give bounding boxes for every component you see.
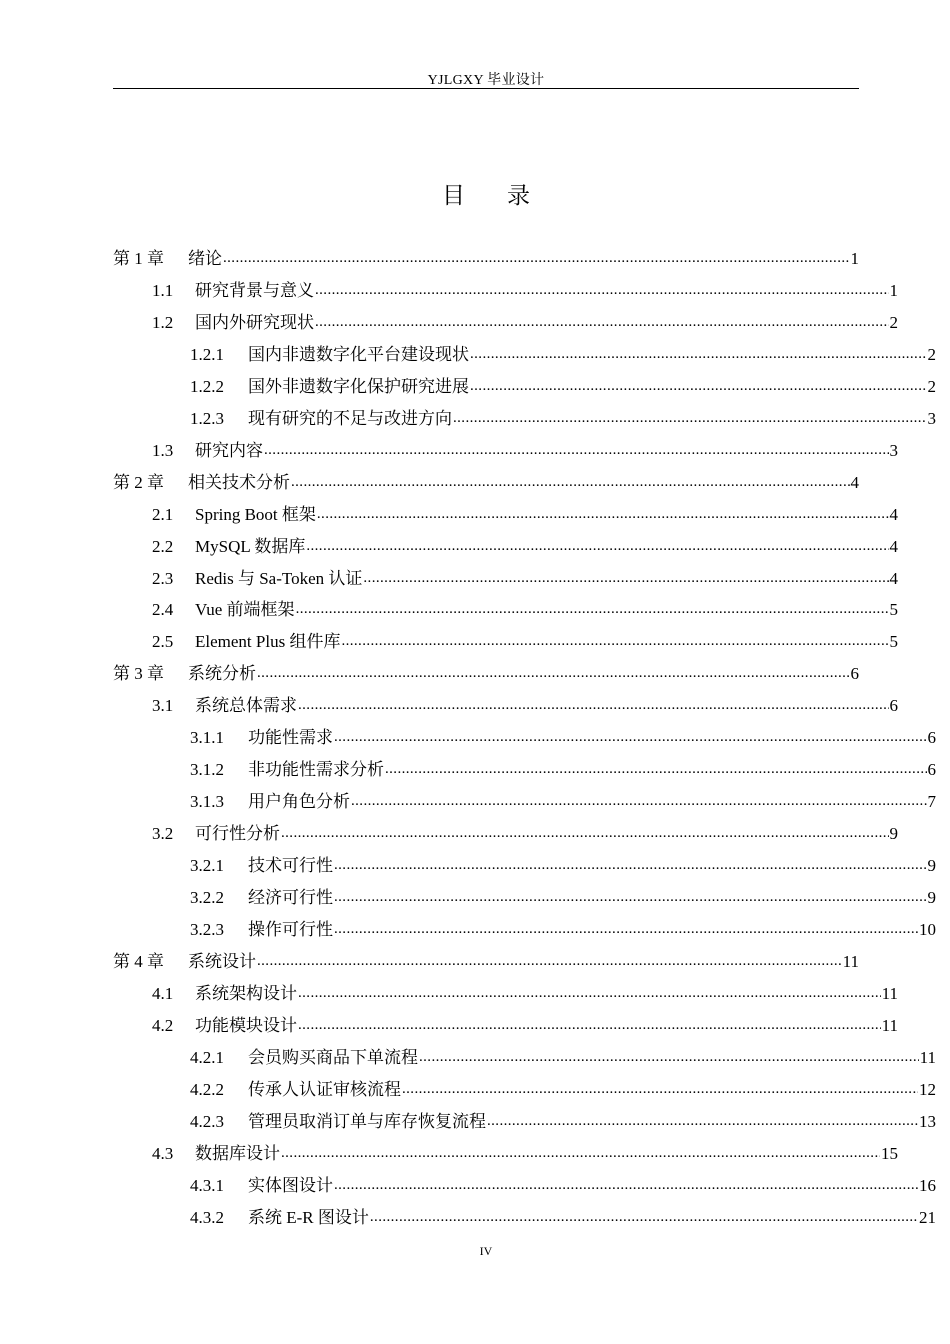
toc-dot-leader	[298, 694, 889, 711]
toc-entry-title: 数据库设计	[195, 1143, 280, 1163]
toc-dot-leader	[470, 343, 927, 360]
toc-title-char-2: 录	[507, 183, 530, 208]
toc-subsection-entry[interactable]	[113, 1075, 936, 1103]
toc-dot-leader	[341, 630, 888, 647]
toc-entry-title: 实体图设计	[248, 1175, 333, 1195]
toc-dot-leader	[317, 503, 889, 520]
toc-entry-number: 2.5	[152, 632, 174, 652]
toc-entry-number: 3.1	[152, 696, 174, 716]
toc-entry-page: 11	[881, 1015, 898, 1035]
toc-entry-number: 1.3	[152, 440, 174, 460]
toc-entry-page: 1	[850, 249, 859, 268]
toc-entry-title: 经济可行性	[248, 888, 333, 907]
toc-dot-leader	[281, 822, 889, 839]
toc-entry-page: 6	[927, 760, 936, 780]
toc-entry-page: 2	[927, 376, 936, 396]
toc-entry-title: 功能模块设计	[195, 1015, 297, 1035]
toc-entry-page: 12	[919, 1079, 936, 1099]
toc-dot-leader	[334, 886, 927, 903]
toc-section-entry[interactable]	[113, 276, 898, 304]
toc-subsection-entry[interactable]	[113, 1203, 936, 1231]
toc-entry-title: 功能性需求	[248, 728, 333, 748]
toc-entry-number: 4.3.2	[190, 1207, 224, 1227]
toc-section-entry[interactable]	[113, 564, 898, 592]
toc-entry-title: 绪论	[188, 249, 222, 268]
toc-entry-number: 3.2.2	[190, 888, 224, 907]
toc-section-entry[interactable]	[113, 308, 898, 336]
toc-entry-page: 4	[850, 472, 859, 492]
toc-section-entry[interactable]	[113, 595, 898, 623]
toc-entry-page: 1	[889, 280, 898, 300]
toc-entry-number: 4.3.1	[190, 1175, 224, 1195]
toc-entry-number: 4.2.2	[190, 1079, 224, 1099]
toc-entry-title: 可行性分析	[195, 824, 280, 844]
toc-entry-number: 第 2 章	[113, 472, 164, 492]
toc-entry-number: 2.1	[152, 504, 174, 524]
toc-entry-title: 国外非遗数字化保护研究进展	[248, 376, 469, 396]
toc-entry-number: 4.2	[152, 1015, 174, 1035]
toc-dot-leader	[334, 918, 918, 935]
toc-entry-title: 国内非遗数字化平台建设现状	[248, 344, 469, 364]
toc-entry-number: 1.2.1	[190, 344, 224, 364]
toc-entry-number: 3.1.2	[190, 760, 224, 780]
toc-entry-page: 11	[842, 951, 859, 971]
toc-entry-page: 4	[889, 568, 898, 588]
toc-entry-title: 用户角色分析	[248, 792, 350, 812]
toc-section-entry[interactable]	[113, 500, 898, 528]
toc-entry-title: Spring Boot 框架	[195, 504, 316, 524]
toc-dot-leader	[296, 598, 889, 615]
toc-dot-leader	[298, 982, 881, 999]
toc-entry-title: 系统总体需求	[195, 696, 297, 716]
toc-entry-page: 11	[919, 1047, 936, 1067]
toc-entry-number: 3.2.3	[190, 919, 224, 939]
header-rule	[113, 88, 859, 89]
toc-entry-number: 2.2	[152, 536, 174, 556]
toc-subsection-entry[interactable]	[113, 755, 936, 783]
toc-entry-page: 21	[919, 1207, 936, 1227]
toc-entry-number: 4.1	[152, 983, 174, 1003]
toc-entry-number: 2.3	[152, 568, 174, 588]
toc-dot-leader	[315, 279, 889, 296]
toc-entry-page: 6	[889, 696, 898, 716]
toc-entry-page: 2	[889, 312, 898, 332]
toc-section-entry[interactable]	[113, 691, 898, 719]
toc-section-entry[interactable]	[113, 1139, 898, 1167]
toc-entry-number: 1.2	[152, 312, 174, 332]
toc-entry-title: 研究背景与意义	[195, 280, 314, 300]
toc-entry-title: 系统架构设计	[195, 983, 297, 1003]
toc-entry-page: 9	[889, 824, 898, 844]
toc-entry-title: 操作可行性	[248, 919, 333, 939]
toc-entry-number: 第 3 章	[113, 664, 164, 684]
toc-entry-title: Redis 与 Sa-Token 认证	[195, 568, 363, 588]
toc-entry-page: 9	[927, 856, 936, 876]
toc-dot-leader	[351, 790, 927, 807]
toc-subsection-entry[interactable]	[113, 1107, 936, 1135]
toc-title-char-1: 目	[442, 183, 465, 208]
toc-dot-leader	[257, 662, 850, 679]
toc-dot-leader	[298, 1014, 881, 1031]
toc-entry-number: 1.1	[152, 280, 174, 300]
toc-dot-leader	[264, 439, 889, 456]
running-header: YJLGXY 毕业设计	[427, 73, 545, 88]
toc-entry-page: 7	[927, 792, 936, 812]
toc-dot-leader	[385, 758, 927, 775]
toc-entry-number: 3.2	[152, 824, 174, 844]
toc-subsection-entry[interactable]	[113, 1043, 936, 1071]
toc-entry-number: 1.2.2	[190, 376, 224, 396]
toc-subsection-entry[interactable]	[113, 372, 936, 400]
toc-entry-title: 管理员取消订单与库存恢复流程	[248, 1111, 486, 1131]
toc-entry-number: 2.4	[152, 600, 174, 620]
toc-dot-leader	[453, 407, 927, 424]
toc-entry-title: MySQL 数据库	[195, 536, 306, 556]
toc-entry-page: 5	[889, 600, 898, 620]
toc-subsection-entry[interactable]	[113, 787, 936, 815]
toc-entry-page: 15	[881, 1143, 898, 1163]
toc-chapter-entry[interactable]	[113, 659, 859, 687]
toc-dot-leader	[257, 950, 842, 967]
toc-subsection-entry[interactable]	[113, 404, 936, 432]
toc-entry-title: 会员购买商品下单流程	[248, 1047, 418, 1067]
toc-subsection-entry[interactable]	[113, 723, 936, 751]
toc-entry-page: 6	[850, 664, 859, 684]
toc-entry-number: 第 1 章	[113, 249, 164, 268]
toc-dot-leader	[334, 726, 927, 743]
toc-dot-leader	[402, 1078, 918, 1095]
toc-chapter-entry[interactable]	[113, 468, 859, 496]
toc-entry-page: 4	[889, 536, 898, 556]
toc-entry-page: 6	[927, 728, 936, 748]
toc-dot-leader	[487, 1110, 918, 1127]
page-number: IV	[479, 1244, 493, 1258]
toc-entry-title: 非功能性需求分析	[248, 760, 384, 780]
toc-section-entry[interactable]	[113, 979, 898, 1007]
toc-subsection-entry[interactable]	[113, 883, 936, 911]
toc-section-entry[interactable]	[113, 819, 898, 847]
toc-entry-title: Vue 前端框架	[195, 600, 295, 620]
toc-dot-leader	[334, 854, 927, 871]
toc-entry-title: 系统分析	[188, 664, 256, 684]
toc-entry-page: 10	[919, 919, 936, 939]
toc-dot-leader	[334, 1174, 918, 1191]
toc-entry-page: 4	[889, 504, 898, 524]
toc-subsection-entry[interactable]	[113, 915, 936, 943]
toc-dot-leader	[291, 471, 850, 488]
toc-dot-leader	[419, 1046, 919, 1063]
toc-subsection-entry[interactable]	[113, 851, 936, 879]
toc-entry-page: 3	[927, 408, 936, 428]
toc-dot-leader	[470, 375, 927, 392]
toc-section-entry[interactable]	[113, 1011, 898, 1039]
toc-entry-title: 研究内容	[195, 440, 263, 460]
toc-entry-page: 13	[919, 1111, 936, 1131]
toc-chapter-entry[interactable]	[113, 947, 859, 975]
toc-entry-number: 4.2.1	[190, 1047, 224, 1067]
toc-entry-title: 现有研究的不足与改进方向	[248, 408, 452, 428]
toc-entry-number: 3.1.3	[190, 792, 224, 812]
toc-subsection-entry[interactable]	[113, 1171, 936, 1199]
toc-entry-page: 16	[919, 1175, 936, 1195]
toc-entry-title: 系统设计	[188, 951, 256, 971]
toc-dot-leader	[306, 535, 888, 552]
toc-entry-page: 3	[889, 440, 898, 460]
toc-entry-number: 4.2.3	[190, 1111, 224, 1131]
toc-title	[113, 177, 859, 210]
toc-dot-leader	[370, 1206, 918, 1223]
toc-entry-page: 2	[927, 344, 936, 364]
toc-dot-leader	[281, 1142, 880, 1159]
toc-entry-number: 4.3	[152, 1143, 174, 1163]
toc-entry-number: 第 4 章	[113, 951, 164, 971]
toc-entry-title: 国内外研究现状	[195, 312, 314, 332]
toc-dot-leader	[315, 311, 889, 328]
toc-section-entry[interactable]	[113, 436, 898, 464]
toc-entry-number: 3.1.1	[190, 728, 224, 748]
toc-entry-title: Element Plus 组件库	[195, 632, 341, 652]
toc-section-entry[interactable]	[113, 532, 898, 560]
toc-entry-number: 3.2.1	[190, 856, 224, 876]
toc-dot-leader	[363, 567, 888, 584]
toc-dot-leader	[223, 247, 850, 264]
toc-entry-page: 9	[927, 888, 936, 907]
toc-section-entry[interactable]	[113, 627, 898, 655]
toc-entry-page: 11	[881, 983, 898, 1003]
toc-chapter-entry[interactable]	[113, 244, 859, 272]
toc-entry-title: 技术可行性	[248, 856, 333, 876]
toc-entry-title: 相关技术分析	[188, 472, 290, 492]
toc-entry-page: 5	[889, 632, 898, 652]
toc-subsection-entry[interactable]	[113, 340, 936, 368]
toc-entry-title: 传承人认证审核流程	[248, 1079, 401, 1099]
toc-entry-title: 系统 E-R 图设计	[248, 1207, 369, 1227]
toc-entry-number: 1.2.3	[190, 408, 224, 428]
